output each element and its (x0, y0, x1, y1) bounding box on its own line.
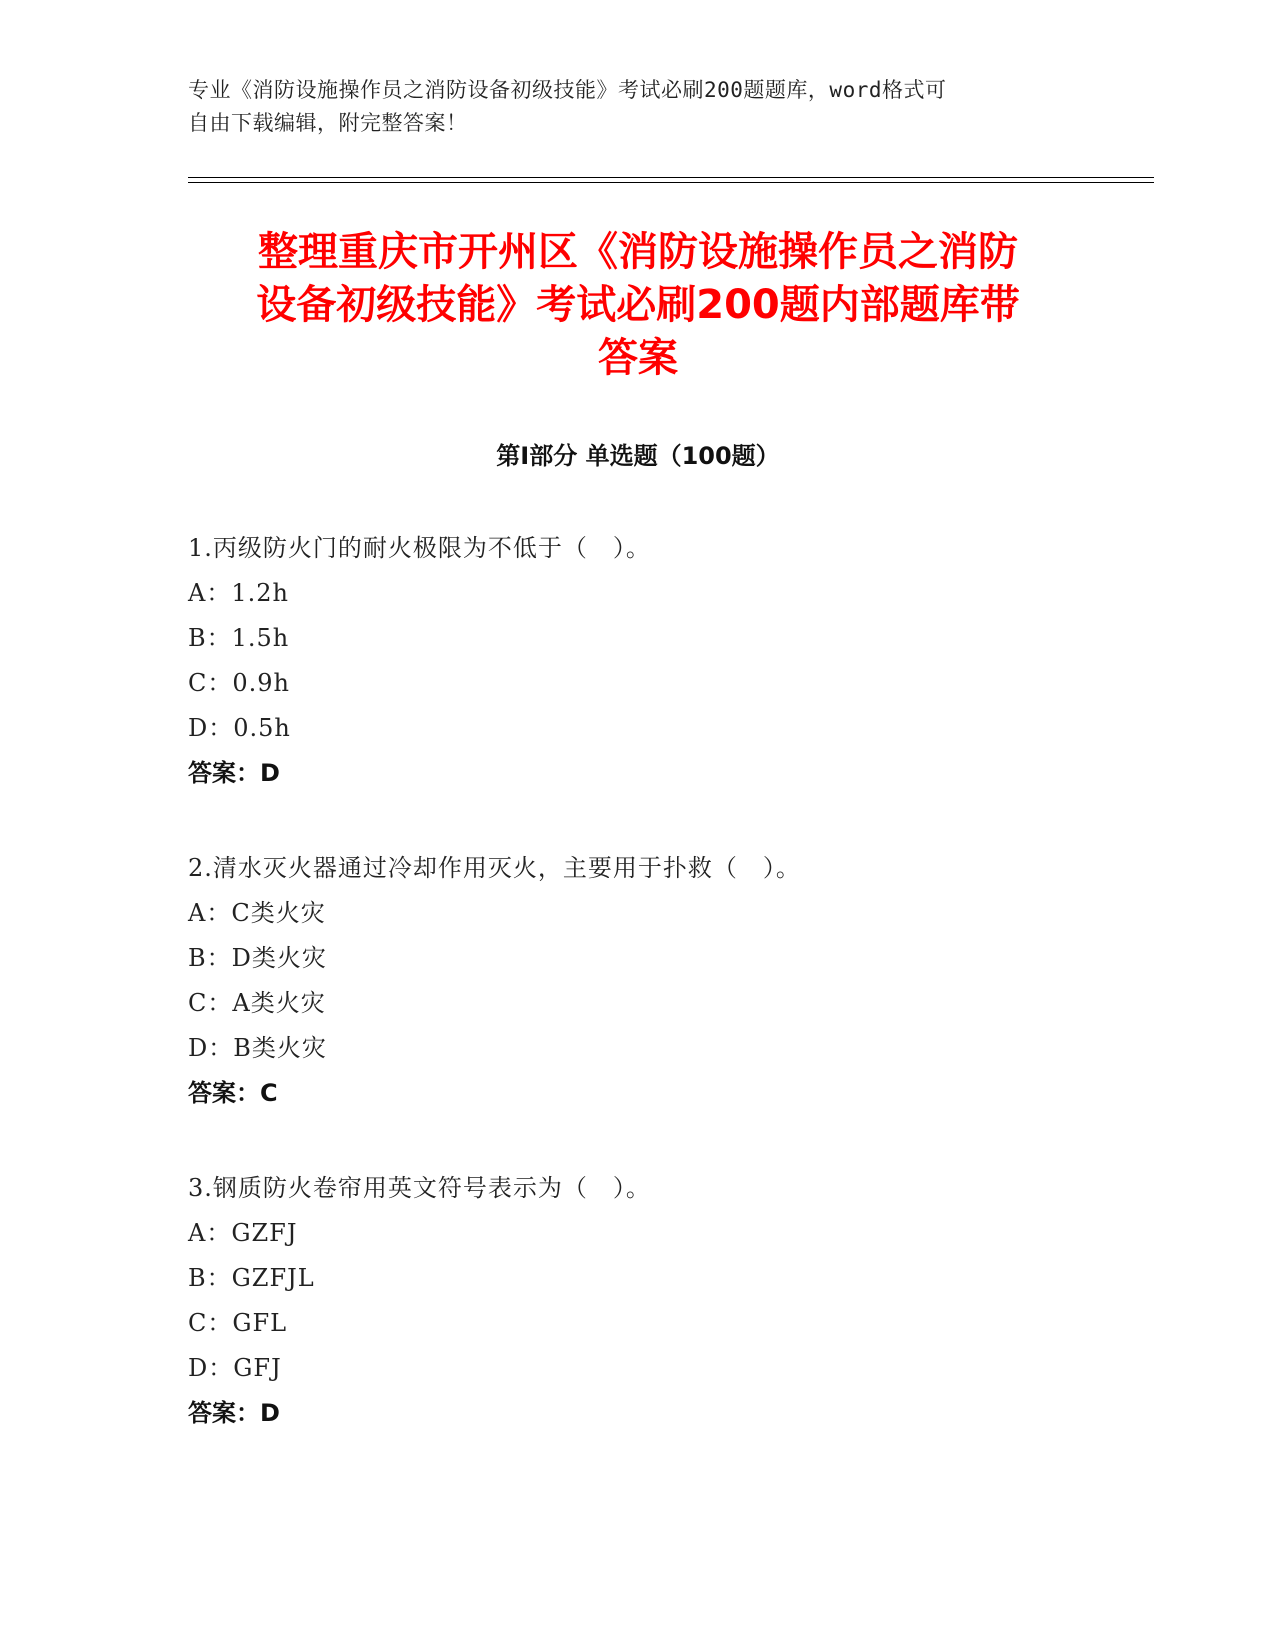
option-b: B：GZFJL (188, 1264, 315, 1292)
option-b: B：1.5h (188, 624, 290, 652)
option-a: A：1.2h (188, 579, 289, 607)
header-rule-top (188, 177, 1154, 178)
question-3 (188, 1166, 1088, 1436)
document-title (188, 226, 1088, 385)
header-rule-bottom (188, 182, 1154, 183)
option-d: D：0.5h (188, 714, 291, 742)
option-c: C：A类火灾 (188, 989, 326, 1017)
question-2 (188, 846, 1088, 1116)
title-line-1: 整理重庆市开州区《消防设施操作员之消防 (258, 229, 1018, 275)
option-c: C：0.9h (188, 669, 290, 697)
option-a: A：C类火灾 (188, 899, 326, 927)
header-note-line-2: 自由下载编辑，附完整答案！ (188, 111, 468, 135)
header-note-line-1: 专业《消防设施操作员之消防设备初级技能》考试必刷200题题库，word格式可 (188, 78, 947, 102)
question-stem: 3.钢质防火卷帘用英文符号表示为（ ）。 (188, 1174, 651, 1202)
question-stem: 1.丙级防火门的耐火极限为不低于（ ）。 (188, 534, 651, 562)
title-line-3: 答案 (598, 335, 678, 381)
option-b: B：D类火灾 (188, 944, 327, 972)
option-c: C：GFL (188, 1309, 288, 1337)
option-a: A：GZFJ (188, 1219, 298, 1247)
answer: 答案：D (188, 759, 280, 787)
header-note (188, 74, 1088, 140)
answer: 答案：D (188, 1399, 280, 1427)
option-d: D：GFJ (188, 1354, 282, 1382)
option-d: D：B类火灾 (188, 1034, 327, 1062)
title-line-2: 设备初级技能》考试必刷200题内部题库带 (256, 282, 1020, 328)
answer: 答案：C (188, 1079, 278, 1107)
question-1 (188, 526, 1088, 796)
section-heading: 第Ⅰ部分 单选题（100题） (496, 442, 780, 470)
question-stem: 2.清水灭火器通过冷却作用灭火，主要用于扑救（ ）。 (188, 854, 801, 882)
